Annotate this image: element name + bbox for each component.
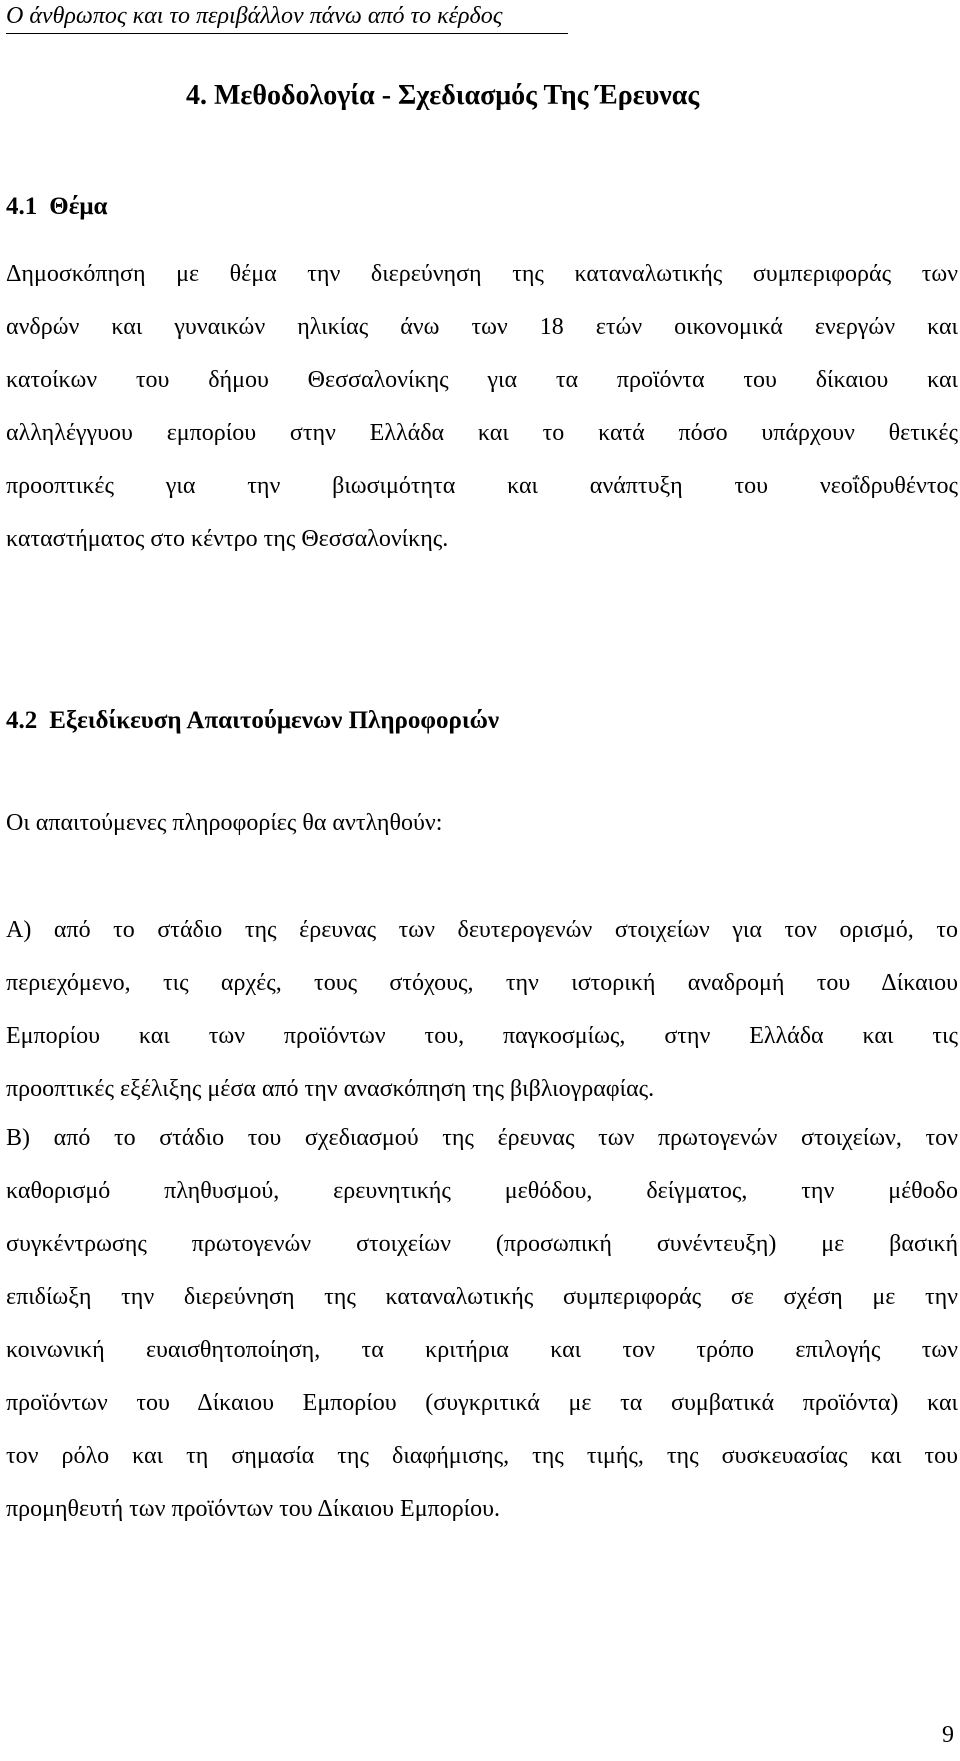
paragraph-line: προοπτικές για την βιωσιμότητα και ανάπτυξη του νεοΐδρυθέντος xyxy=(6,473,958,499)
paragraph-line: καταστήματος στο κέντρο της Θεσσαλονίκης. xyxy=(6,526,449,552)
item-a-line: περιεχόμενο, τις αρχές, τους στόχους, την ιστορική αναδρομή του Δίκαιου xyxy=(6,970,958,996)
item-b-line: κοινωνική ευαισθητοποίηση, τα κριτήρια και τον τρόπο επιλογής των xyxy=(6,1337,958,1363)
section-number: 4.2 xyxy=(6,707,38,734)
item-b-line: Β) από το στάδιο του σχεδιασμού της έρευνας των πρωτογενών στοιχείων, τον xyxy=(6,1125,958,1151)
item-a-line: Εμπορίου και των προϊόντων του, παγκοσμίως, στην Ελλάδα και τις xyxy=(6,1023,958,1049)
section-4-2-intro xyxy=(6,797,958,850)
item-b-line: προμηθευτή των προϊόντων του Δίκαιου Εμπορίου. xyxy=(6,1496,501,1522)
section-heading-4-2 xyxy=(6,704,499,738)
section-title: Θέμα xyxy=(49,193,108,220)
item-b-line: συγκέντρωσης πρωτογενών στοιχείων (προσωπική συνέντευξη) με βασική xyxy=(6,1231,958,1257)
intro-line: Οι απαιτούμενες πληροφορίες θα αντληθούν: xyxy=(6,810,443,836)
running-header-title: Ο άνθρωπος και το περιβάλλον πάνω από το κέρδος xyxy=(6,0,568,34)
paragraph-line: αλληλέγγυου εμπορίου στην Ελλάδα και το κατά πόσο υπάρχουν θετικές xyxy=(6,420,958,446)
paragraph-line: κατοίκων του δήμου Θεσσαλονίκης για τα προϊόντα του δίκαιου και xyxy=(6,367,958,393)
chapter-title: 4. Μεθοδολογία - Σχεδιασμός Της Έρευνας xyxy=(186,80,700,111)
section-heading-4-1 xyxy=(6,190,108,224)
item-b-line: καθορισμό πληθυσμού, ερευνητικής μεθόδου, δείγματος, την μέθοδο xyxy=(6,1178,958,1204)
item-a-line: προοπτικές εξέλιξης μέσα από την ανασκόπηση της βιβλιογραφίας. xyxy=(6,1076,655,1102)
section-4-2-item-a xyxy=(6,904,958,1116)
item-b-line: τον ρόλο και τη σημασία της διαφήμισης, της τιμής, της συσκευασίας και του xyxy=(6,1443,958,1469)
section-4-1-paragraph xyxy=(6,248,958,566)
item-a-line: Α) από το στάδιο της έρευνας των δευτερογενών στοιχείων για τον ορισμό, το xyxy=(6,917,958,943)
item-b-line: προϊόντων του Δίκαιου Εμπορίου (συγκριτικά με τα συμβατικά προϊόντα) και xyxy=(6,1390,958,1416)
section-number: 4.1 xyxy=(6,193,38,220)
paragraph-line: ανδρών και γυναικών ηλικίας άνω των 18 ετών οικονομικά ενεργών και xyxy=(6,314,958,340)
page-number: 9 xyxy=(942,1722,954,1748)
section-title: Εξειδίκευση Απαιτούμενων Πληροφοριών xyxy=(49,707,500,734)
item-b-line: επιδίωξη την διερεύνηση της καταναλωτικής συμπεριφοράς σε σχέση με την xyxy=(6,1284,958,1310)
section-4-2-item-b xyxy=(6,1112,958,1536)
paragraph-line: Δημοσκόπηση με θέμα την διερεύνηση της καταναλωτικής συμπεριφοράς των xyxy=(6,261,958,287)
